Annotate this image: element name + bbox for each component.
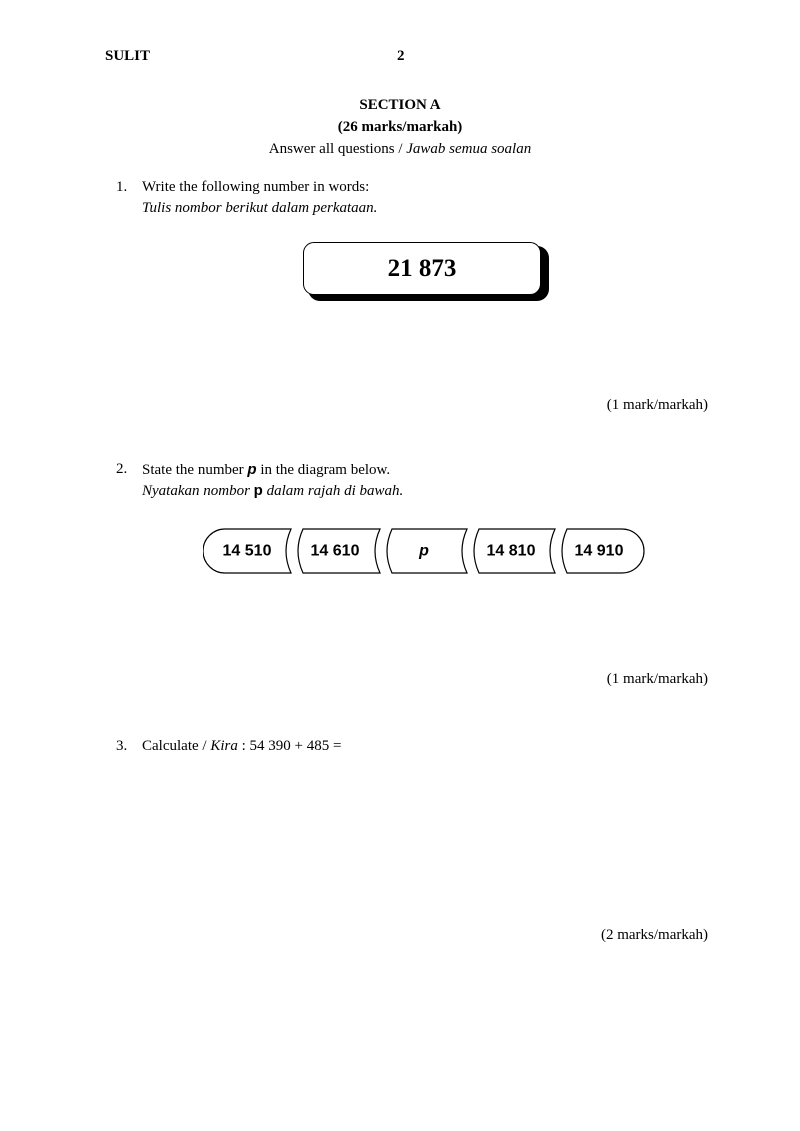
q2-ms-before: Nyatakan nombor <box>142 483 254 499</box>
question-3-text <box>142 738 341 755</box>
question-2-text-ms <box>142 482 403 500</box>
question-3-marks: (2 marks/markah) <box>600 927 708 943</box>
q3-expression: : 54 390 + 485 = <box>237 738 342 754</box>
sequence-value-p: p <box>419 542 429 560</box>
sequence-value-4: 14 810 <box>486 542 536 560</box>
q3-ms: Kira <box>210 738 238 754</box>
section-marks: (26 marks/markah) <box>337 119 463 135</box>
sequence-value-5: 14 910 <box>574 542 624 560</box>
q2-en-after: in the diagram below. <box>256 462 391 478</box>
variable-p-ms: p <box>253 482 263 499</box>
instruction-en: Answer all questions / <box>268 141 407 157</box>
sequence-value-1: 14 510 <box>222 542 272 560</box>
question-1-number: 1. <box>116 179 128 195</box>
question-1-marks: (1 mark/markah) <box>606 397 708 413</box>
question-2-number: 2. <box>116 461 128 477</box>
variable-p: p <box>247 461 257 478</box>
header-label: SULIT <box>105 48 151 64</box>
question-1-text-en: Write the following number in words: <box>142 179 370 195</box>
q2-en-before: State the number <box>142 462 248 478</box>
question-3-number: 3. <box>116 738 128 754</box>
number-sequence-diagram <box>203 528 645 574</box>
q3-en: Calculate / <box>142 738 211 754</box>
number-box: 21 873 <box>303 242 541 295</box>
section-title: SECTION A <box>359 97 441 113</box>
question-2-marks: (1 mark/markah) <box>606 671 708 687</box>
sequence-value-2: 14 610 <box>310 542 360 560</box>
instruction-ms: Jawab semua soalan <box>406 141 532 157</box>
page-number: 2 <box>397 48 405 64</box>
q2-ms-after: dalam rajah di bawah. <box>262 483 404 499</box>
section-instruction <box>0 141 800 158</box>
question-2-text-en <box>142 461 390 479</box>
question-1-text-ms: Tulis nombor berikut dalam perkataan. <box>142 200 378 216</box>
